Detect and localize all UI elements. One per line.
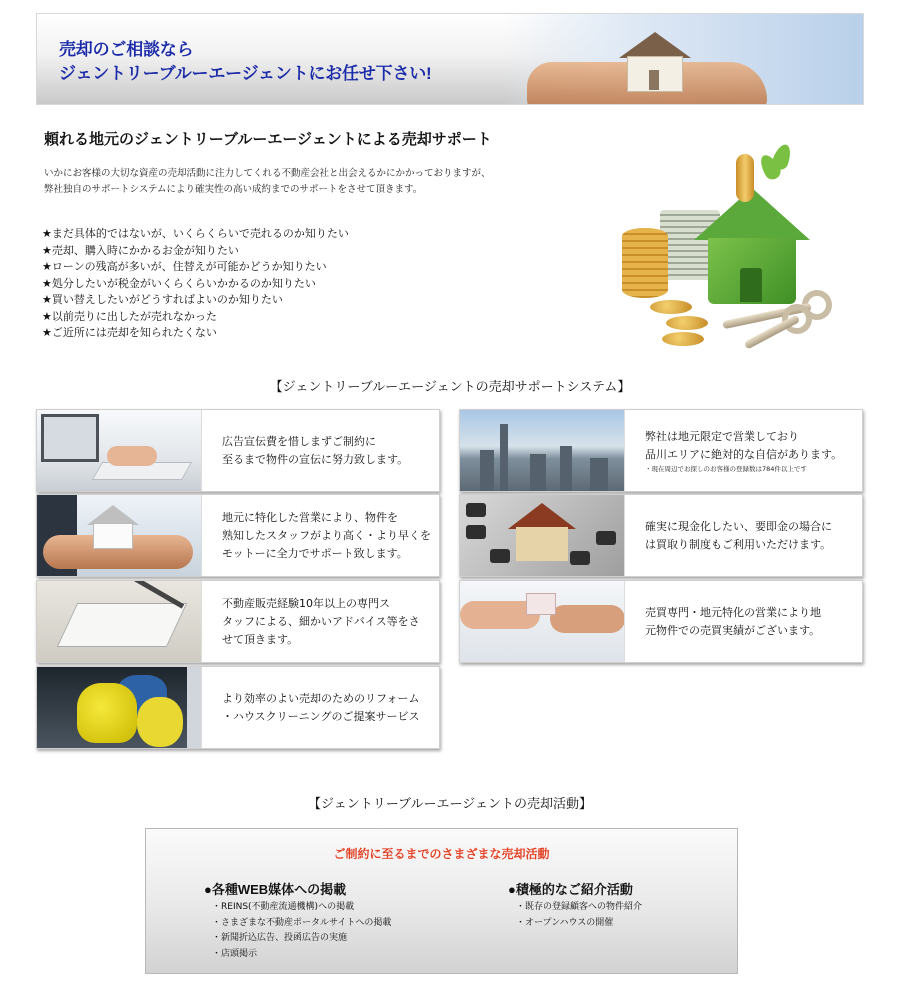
office-photo (37, 410, 202, 491)
intro-line: 弊社独自のサポートシステムにより確実性の高い成約までのサポートをさせて頂きます。 (44, 184, 423, 195)
support-card-buyback (459, 494, 863, 577)
checklist-item: ★ローンの残高が多いが、住替えが可能かどうか知りたい (42, 260, 327, 273)
list-item: ・オープンハウスの開催 (516, 917, 614, 928)
referral-column (508, 879, 642, 931)
activities-box (145, 828, 738, 974)
checklist-item: ★買い替えしたいがどうすればよいのか知りたい (42, 293, 283, 306)
activities-heading: 【ジェントリーブルーエージェントの売却活動】 (307, 797, 593, 812)
handshake-photo (460, 581, 625, 662)
card-text-line: 広告宣伝費を惜しまずご制約に (222, 434, 376, 448)
coin-icon (666, 316, 708, 330)
list-item: ・REINS(不動産流通機構)への掲載 (212, 902, 355, 912)
concern-checklist (42, 226, 349, 342)
card-text-line: 売買専門・地元特化の営業により地 (645, 605, 821, 619)
banner-line-2: ジェントリーブルーエージェントにお任せ下さい! (59, 64, 432, 83)
card-text-line: より効率のよい売却のためのリフォーム (222, 691, 420, 705)
architecture-model-photo (37, 581, 202, 662)
checklist-item: ★処分したいが税金がいくらくらいかかるのか知りたい (42, 276, 316, 290)
card-text-line: ・ハウスクリーニングのご提案サービス (222, 709, 420, 723)
house-in-hands-photo (37, 495, 202, 576)
coin-icon (662, 332, 704, 346)
support-card-track-record (459, 580, 863, 663)
support-card-local-staff (36, 494, 440, 577)
checklist-item: ★以前売りに出したが売れなかった (42, 309, 217, 323)
card-text-line: 熟知したスタッフがより高く・より早くを (222, 528, 431, 542)
list-item: ・店頭掲示 (212, 948, 258, 959)
city-skyline-photo (460, 410, 625, 491)
keys-icon (712, 290, 842, 340)
card-text-line: 元物件での売買実績がございます。 (645, 623, 821, 637)
card-text-line: 地元に特化した営業により、物件を (222, 510, 398, 524)
card-text-line: は買取り制度もご利用いただけます。 (645, 537, 832, 551)
card-text-line: 品川エリアに絶対的な自信があります。 (645, 447, 843, 461)
banner-line-1: 売却のご相談なら (59, 40, 194, 59)
checklist-item: ★まだ具体的ではないが、いくらくらいで売れるのか知りたい (42, 227, 349, 240)
money-house-illustration (620, 140, 840, 355)
sprout-icon (762, 144, 792, 184)
page-title: 頼れる地元のジェントリーブルーエージェントによる売却サポート (44, 131, 492, 148)
support-heading: 【ジェントリーブルーエージェントの売却サポートシステム】 (269, 380, 631, 395)
support-card-reform-cleaning (36, 666, 440, 749)
card-text-line: 不動産販売経験10年以上の専門ス (222, 596, 390, 610)
activities-box-title: ご制約に至るまでのさまざまな売却活動 (333, 847, 550, 861)
web-media-title: ●各種WEB媒体への掲載 (204, 882, 347, 897)
intro-paragraph (44, 166, 564, 198)
support-card-advertising (36, 409, 440, 492)
banner-heading (59, 38, 432, 86)
support-card-expert-advice (36, 580, 440, 663)
card-text-line: モットーに全力でサポート致します。 (222, 546, 408, 560)
list-item: ・新聞折込広告、投函広告の実施 (212, 933, 348, 943)
card-text-line: 弊社は地元限定で営業しており (645, 429, 799, 443)
hero-banner (36, 13, 864, 105)
card-text-line: 至るまで物件の宣伝に努力致します。 (222, 452, 409, 466)
calculator-house-photo (460, 495, 625, 576)
cleaning-photo (37, 667, 202, 748)
coin-icon (736, 154, 754, 202)
list-item: ・既存の登録顧客への物件紹介 (516, 902, 643, 912)
web-media-column (204, 879, 391, 962)
checklist-item: ★売却、購入時にかかるお金が知りたい (42, 243, 239, 257)
checklist-item: ★ご近所には売却を知られたくない (42, 326, 217, 339)
list-item: ・さまざまな不動産ポータルサイトへの掲載 (212, 917, 392, 928)
referral-title: ●積極的なご紹介活動 (508, 882, 633, 897)
intro-line: いかにお客様の大切な資産の売却活動に注力してくれる不動産会社と出会えるかにかかっておりますが、 (44, 168, 491, 179)
card-text-line: せて頂きます。 (222, 632, 299, 646)
coin-stack-icon (622, 228, 668, 298)
coin-icon (650, 300, 692, 314)
card-text-line: タッフによる、細かいアドバイス等をさ (222, 614, 420, 628)
card-text-line: 確実に現金化したい、要即金の場合に (645, 519, 832, 533)
card-note: ・現在周辺でお探しのお客様の登録数は784件以上です (645, 464, 807, 473)
support-card-local-area (459, 409, 863, 492)
